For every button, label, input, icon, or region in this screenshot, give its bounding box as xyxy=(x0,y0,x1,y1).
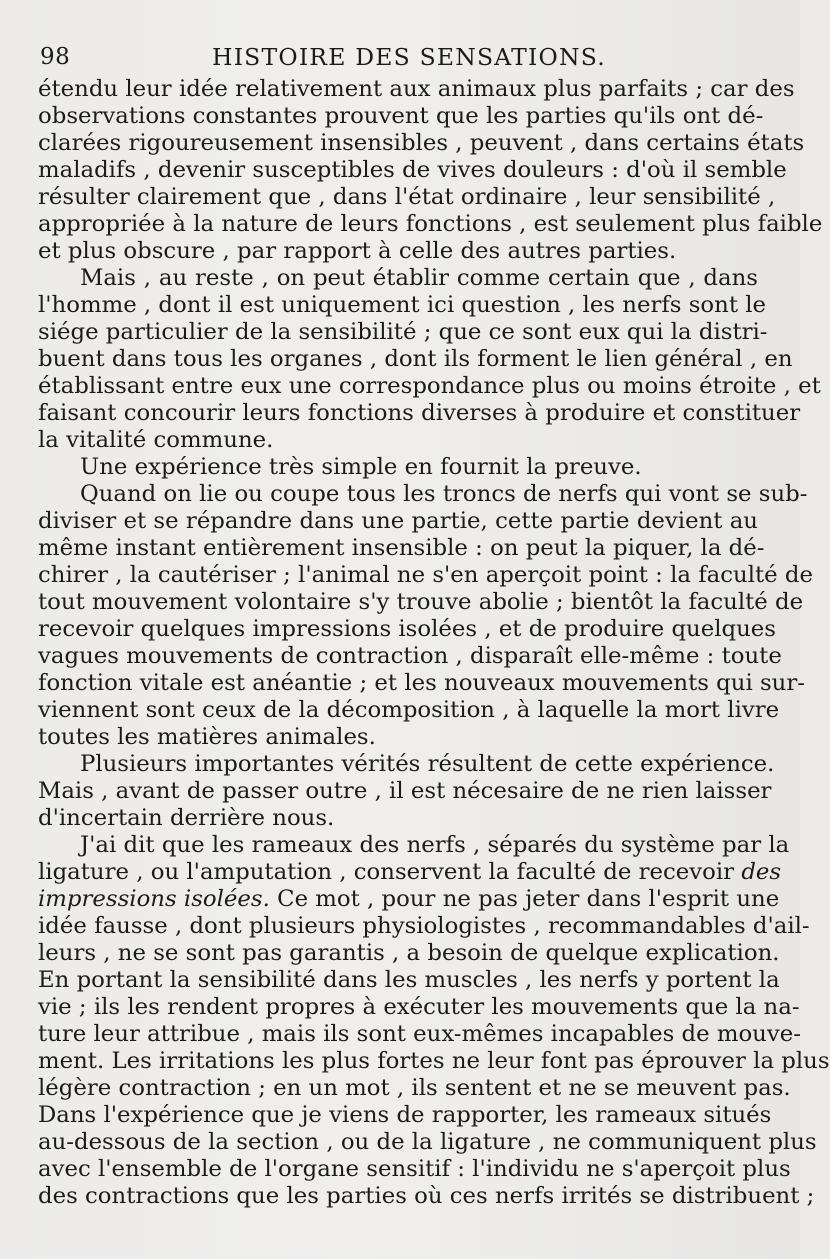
text-line: diviser et se répandre dans une partie, cette partie devient au xyxy=(38,508,758,534)
text-line: chirer , la cautériser ; l'animal ne s'en aperçoit point : la faculté de xyxy=(38,562,813,588)
text-line: Mais , au reste , on peut établir comme certain que , dans xyxy=(80,265,758,291)
text-line xyxy=(38,859,782,886)
text-line: appropriée à la nature de leurs fonctions , est seulement plus faible xyxy=(38,211,823,237)
text-line: idée fausse , dont plusieurs physiologistes , recommandables d'ail- xyxy=(38,913,810,939)
italic-text: des xyxy=(741,859,782,885)
text-line: vagues mouvements de contraction , disparaît elle-même : toute xyxy=(38,643,782,669)
text-line: viennent sont ceux de la décomposition , à laquelle la mort livre xyxy=(38,697,780,723)
text-line: vie ; ils les rendent propres à exécuter les mouvements que la na- xyxy=(38,994,800,1020)
text-line: buent dans tous les organes , dont ils forment le lien général , en xyxy=(38,346,793,372)
text-line: J'ai dit que les rameaux des nerfs , séparés du système par la xyxy=(80,832,790,858)
text-line: toutes les matières animales. xyxy=(38,724,376,750)
text-line: l'homme , dont il est uniquement ici question , les nerfs sont le xyxy=(38,292,767,318)
text-line: En portant la sensibilité dans les muscles , les nerfs y portent la xyxy=(38,967,780,993)
text-line: la vitalité commune. xyxy=(38,427,274,453)
text-fragment: ligature , ou l'amputation , conservent la faculté de recevoir xyxy=(38,859,735,885)
page-header xyxy=(40,40,760,74)
page-number: 98 xyxy=(40,44,71,70)
text-fragment: Ce mot , pour ne pas jeter dans l'esprit une xyxy=(269,886,780,912)
text-line: Une expérience très simple en fournit la preuve. xyxy=(80,454,642,480)
text-line: ment. Les irritations les plus fortes ne leur font pas éprouver la plus xyxy=(38,1048,830,1074)
text-line: ture leur attribue , mais ils sont eux-mêmes incapables de mouve- xyxy=(38,1021,801,1047)
text-line: observations constantes prouvent que les parties qu'ils ont dé- xyxy=(38,103,764,129)
text-line: siége particulier de la sensibilité ; que ce sont eux qui la distri- xyxy=(38,319,768,345)
text-line: Mais , avant de passer outre , il est nécesaire de ne rien laisser xyxy=(38,778,772,804)
running-title: HISTOIRE DES SENSATIONS. xyxy=(212,43,606,71)
text-line: Dans l'expérience que je viens de rapporter, les rameaux situés xyxy=(38,1102,772,1128)
text-line: tout mouvement volontaire s'y trouve abolie ; bientôt la faculté de xyxy=(38,589,804,615)
text-line: au-dessous de la section , ou de la ligature , ne communiquent plus xyxy=(38,1129,817,1155)
body-text xyxy=(38,76,830,1210)
text-line: Plusieurs importantes vérités résultent de cette expérience. xyxy=(80,751,775,777)
italic-text: impressions isolées. xyxy=(38,886,270,912)
text-line: légère contraction ; en un mot , ils sentent et ne se meuvent pas. xyxy=(38,1075,791,1101)
text-line: étendu leur idée relativement aux animaux plus parfaits ; car des xyxy=(38,76,795,102)
text-line: fonction vitale est anéantie ; et les nouveaux mouvements qui sur- xyxy=(38,670,805,696)
text-line: clarées rigoureusement insensibles , peuvent , dans certains états xyxy=(38,130,805,156)
text-line: des contractions que les parties où ces nerfs irrités se distribuent ; xyxy=(38,1183,815,1209)
text-line: et plus obscure , par rapport à celle des autres parties. xyxy=(38,238,677,264)
text-line: avec l'ensemble de l'organe sensitif : l'individu ne s'aperçoit plus xyxy=(38,1156,791,1182)
text-line: d'incertain derrière nous. xyxy=(38,805,335,831)
text-line xyxy=(38,886,780,913)
text-line: recevoir quelques impressions isolées , et de produire quelques xyxy=(38,616,776,642)
text-line: même instant entièrement insensible : on peut la piquer, la dé- xyxy=(38,535,765,561)
text-line: Quand on lie ou coupe tous les troncs de nerfs qui vont se sub- xyxy=(80,481,808,507)
text-line: établissant entre eux une correspondance plus ou moins étroite , et xyxy=(38,373,821,399)
text-line: résulter clairement que , dans l'état ordinaire , leur sensibilité , xyxy=(38,184,776,210)
text-line: faisant concourir leurs fonctions diverses à produire et constituer xyxy=(38,400,801,426)
text-line: leurs , ne se sont pas garantis , a besoin de quelque explication. xyxy=(38,940,780,966)
text-line: maladifs , devenir susceptibles de vives douleurs : d'où il semble xyxy=(38,157,787,183)
